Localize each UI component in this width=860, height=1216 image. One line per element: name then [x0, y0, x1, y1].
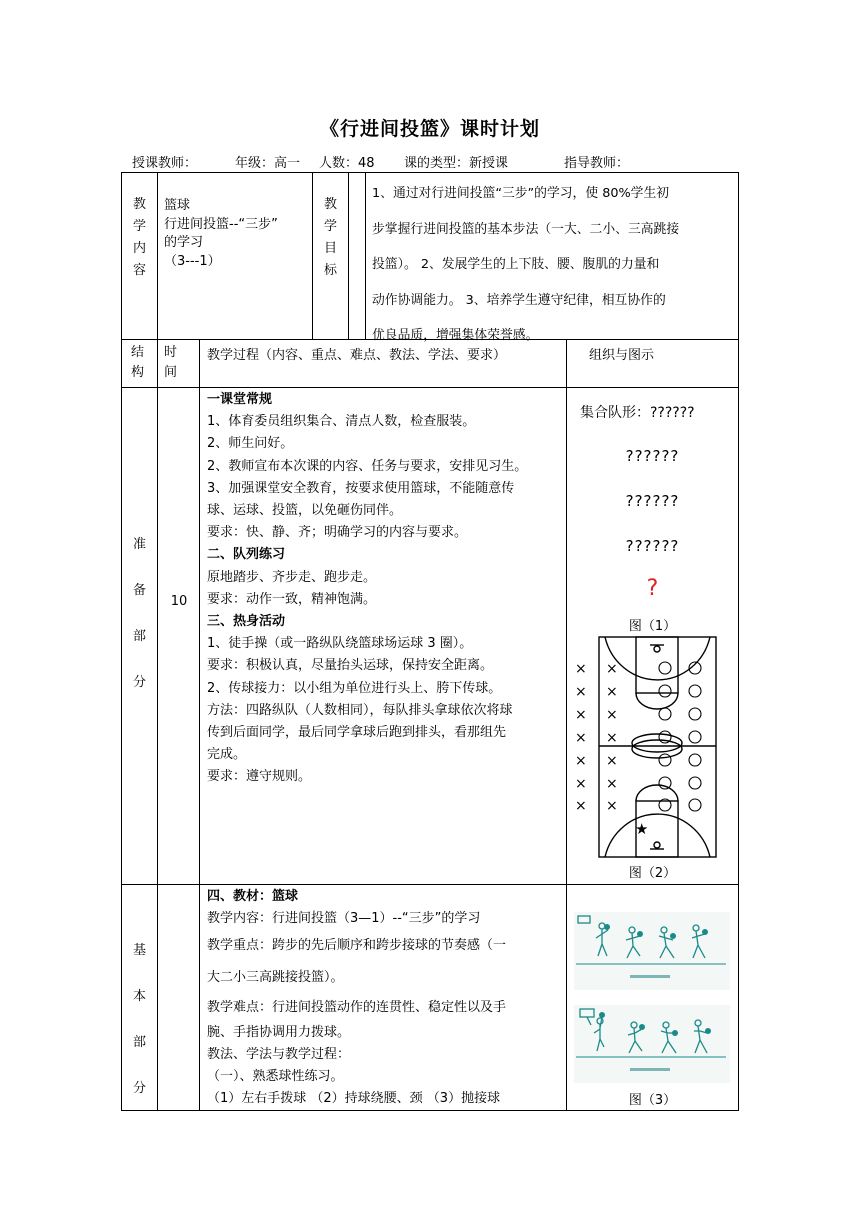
- player-cross-icon: ×: [606, 661, 618, 677]
- player-circle-icon: [689, 708, 701, 720]
- prep-line: 一课堂常规: [207, 392, 273, 407]
- hoop-bottom: [654, 842, 660, 848]
- player-cross-icon: ×: [606, 707, 618, 723]
- table-rule: [121, 387, 739, 388]
- count-field: 人数：48: [319, 156, 375, 171]
- player-circle-icon: [659, 662, 671, 674]
- player-circle-icon: [689, 799, 701, 811]
- table-border-right: [738, 172, 739, 1111]
- formation-row: ??????: [625, 492, 680, 510]
- hoop-top: [654, 646, 660, 652]
- player-crosses: [575, 661, 618, 814]
- layup-steps-illustration: [574, 912, 730, 990]
- player-cross-icon: ×: [606, 798, 618, 814]
- basic-text: [207, 886, 565, 1110]
- lesson-type-field: 课的类型：新授课: [404, 156, 509, 171]
- guide-field: 指导教师：: [564, 156, 630, 171]
- player-cross-icon: ×: [575, 661, 587, 677]
- figure-1-caption: 图（1）: [628, 619, 677, 634]
- prep-line: 3、加强课堂安全教育，按要求使用篮球，不能随意传: [207, 480, 515, 496]
- player-circle-icon: [689, 685, 701, 697]
- table-border-top: [121, 172, 739, 173]
- content-label: 教 学 内 容: [132, 197, 146, 278]
- player-cross-icon: ×: [575, 684, 587, 700]
- teacher-star: ★: [635, 820, 649, 838]
- prep-line: 2、师生问好。: [207, 436, 294, 452]
- basic-line: 教学重点：跨步的先后顺序和跨步接球的节奏感（一: [207, 938, 507, 953]
- player-circle-icon: [659, 685, 671, 697]
- process-header: 教学过程（内容、重点、难点、教法、学法、要求）: [207, 348, 507, 363]
- prep-line: 方法：四路纵队（人数相同），每队排头拿球依次将球: [207, 702, 513, 718]
- basic-line: 教学难点：行进间投篮动作的连贯性、稳定性以及手: [207, 1000, 507, 1015]
- player-circle-icon: [659, 754, 671, 766]
- org-header: 组织与图示: [589, 348, 655, 363]
- basic-line: 大二小三高跳接投篮）。: [207, 970, 344, 985]
- player-circle-icon: [689, 754, 701, 766]
- basic-line: （一）、熟悉球性练习。: [207, 1069, 344, 1084]
- prep-line: 要求：快、静、齐；明确学习的内容与要求。: [207, 525, 468, 541]
- lesson-meta: [132, 152, 752, 170]
- grade-field: 年级：高一: [235, 156, 301, 171]
- content-text: 篮球 行进间投篮--“三步” 的学习 （3---1）: [164, 198, 278, 269]
- player-cross-icon: ×: [575, 707, 587, 723]
- goal-label: 教 学 目 标: [323, 197, 337, 278]
- player-cross-icon: ×: [575, 753, 587, 769]
- prep-line: 要求：积极认真，尽量抬头运球，保持安全距离。: [207, 658, 494, 674]
- prep-line: 1、徒手操（或一路纵队绕篮球场运球 3 圈）。: [207, 636, 473, 652]
- basic-line: 四、教材：篮球: [207, 889, 299, 904]
- figure-2-caption: 图（2）: [628, 866, 677, 881]
- player-cross-icon: ×: [606, 730, 618, 746]
- player-circle-icon: [659, 708, 671, 720]
- prep-line: 二、队列练习: [207, 547, 286, 563]
- basic-line: 教法、学法与教学过程：: [207, 1047, 351, 1062]
- prep-text: [207, 389, 565, 789]
- table-rule: [157, 172, 158, 1111]
- player-cross-icon: ×: [575, 776, 587, 792]
- prep-line: 要求：动作一致，精神饱满。: [207, 591, 377, 607]
- structure-header: 结 构: [131, 345, 145, 380]
- prep-line: 2、教师宣布本次课的内容、任务与要求，安排见习生。: [207, 458, 528, 474]
- player-cross-icon: ×: [575, 798, 587, 814]
- prep-line: 完成。: [207, 747, 247, 763]
- three-point-arc-bottom: [605, 814, 710, 857]
- player-circle-icon: [689, 777, 701, 789]
- prep-line: 传到后面同学，最后同学拿球后跑到排头，看那组先: [207, 725, 507, 741]
- basic-line: （1）左右手拨球 （2）持球绕腰、颈 （3）抛接球: [207, 1091, 501, 1106]
- teacher-field: 授课教师：: [132, 156, 198, 171]
- player-circle-icon: [659, 731, 671, 743]
- player-cross-icon: ×: [606, 776, 618, 792]
- player-circles: [659, 662, 701, 811]
- table-rule: [348, 172, 349, 340]
- table-border-bottom: [121, 1110, 739, 1111]
- table-rule: [199, 339, 200, 1111]
- formation-row: ??????: [625, 537, 680, 555]
- basic-line: 腕、手指协调用力拨球。: [207, 1025, 351, 1040]
- basketball-court-diagram: [572, 635, 728, 861]
- player-circle-icon: [689, 731, 701, 743]
- prep-label: 准 备 部 分: [132, 537, 146, 690]
- prep-line: 三、热身活动: [207, 614, 286, 630]
- free-throw-arc-top: [636, 693, 678, 709]
- table-rule: [121, 884, 739, 885]
- goal-text: 1、通过对行进间投篮“三步”的学习，使 80%学生初 步掌握行进间投篮的基本步法（一大、二小、三高跳接 投篮）。 2、发展学生的上下肢、腰、腹肌的力量和 动作协调能力。 3、培养学生遵守纪律，相互协作的 优良品质，增强集体荣誉感。: [372, 186, 680, 344]
- player-circle-icon: [659, 777, 671, 789]
- prep-line: 原地踏步、齐步走、跑步走。: [207, 569, 377, 585]
- page-title: 《行进间投篮》课时计划: [319, 118, 540, 140]
- player-cross-icon: ×: [575, 730, 587, 746]
- player-cross-icon: ×: [606, 684, 618, 700]
- basic-label: 基 本 部 分: [132, 943, 146, 1096]
- figure-3-caption: 图（3）: [628, 1093, 677, 1108]
- table-rule: [365, 172, 366, 340]
- prep-line: 要求：遵守规则。: [207, 769, 312, 785]
- prep-time: 10: [170, 594, 188, 609]
- free-throw-arc-bottom: [636, 785, 678, 801]
- prep-line: 2、传球接力：以小组为单位进行头上、胯下传球。: [207, 680, 502, 696]
- time-header: 时 间: [164, 345, 178, 380]
- formation-row: ??????: [625, 447, 680, 465]
- prep-line: 球、运球、投篮，以免砸伤同伴。: [207, 503, 403, 519]
- formation-label: 集合队形：??????: [580, 405, 695, 421]
- prep-line: 1、体育委员组织集合、清点人数，检查服装。: [207, 414, 476, 430]
- layup-shot-illustration: [574, 1005, 730, 1083]
- red-question-mark: ?: [646, 576, 659, 601]
- player-cross-icon: ×: [606, 753, 618, 769]
- basic-line: 教学内容：行进间投篮（3—1）--“三步”的学习: [207, 911, 481, 926]
